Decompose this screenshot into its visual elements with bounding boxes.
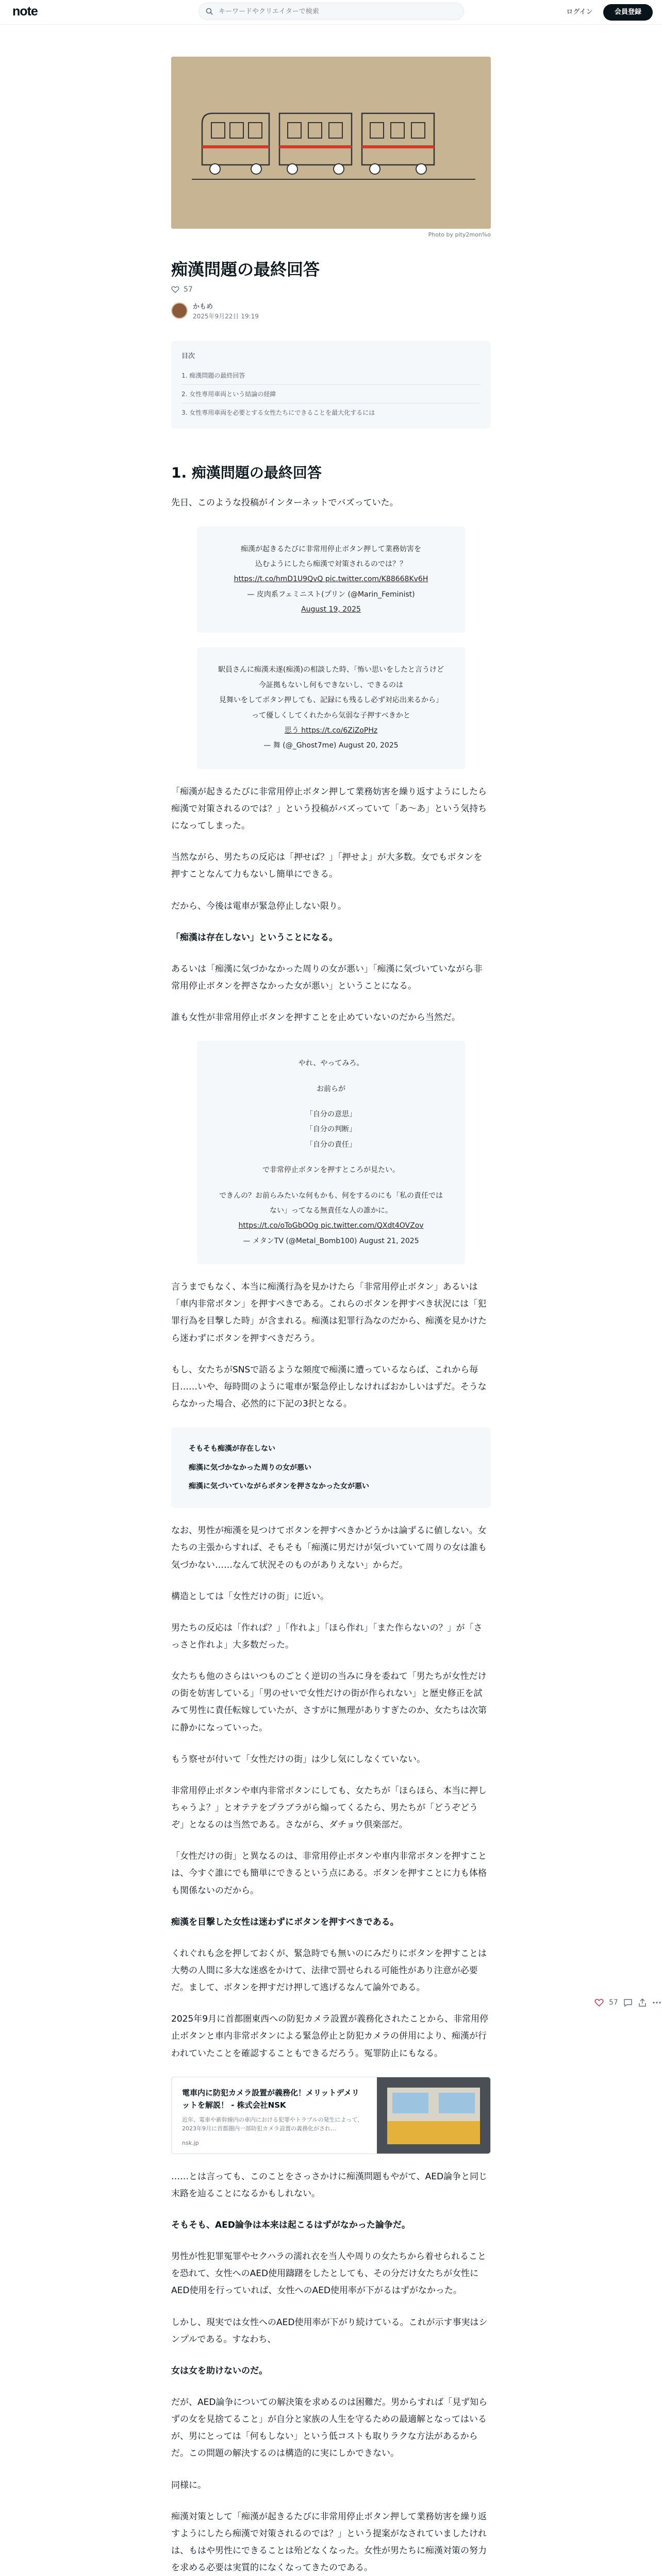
login-button[interactable]: ログイン xyxy=(566,8,593,16)
tweet-line: 見舞いをしてボタン押しても、記録にも残るし必ず対応出来るから」って優しくしてくれたから気弱な子押すべきかと xyxy=(219,696,443,720)
publish-date: 2025年9月22日 19:19 xyxy=(193,313,259,320)
paragraph: 構造としては「女性だけの街」に近い。 xyxy=(171,1591,329,1602)
search-icon xyxy=(206,8,213,15)
paragraph: 非常用停止ボタンや車内非常ボタンにしても、女たちが「ほらほら、本当に押しちゃうよ？」とオテテをプラブラがら煽ってくるたら、男たちが「どうぞどうぞ」となるのは当然である。さながら、ダチョウ倶楽部だ。 xyxy=(171,1785,487,1831)
share-icon[interactable] xyxy=(638,1998,647,2007)
paragraph: 「痴漢は存在しない」ということになる。 xyxy=(171,932,338,943)
paragraph: なお、男性が痴漢を見つけてボタンを押すべきかどうかは論ずるに値しない。女たちの主張からすれば、そもそも「痴漢に男だけが気づいていて周りの女は誰も気づかない……なんて状況そのものがありえない」からだ。 xyxy=(171,1526,487,1570)
tweet-line: で非常停止ボタンを押すところが見たい。 xyxy=(262,1166,400,1175)
floating-action-bar xyxy=(594,1998,661,2007)
paragraph: そもそも、AED論争は本来は起こるはずがなかった論争だ。 xyxy=(171,2219,410,2230)
toc-item[interactable]: 2. 女性専用車両という結論の経緯 xyxy=(181,385,481,403)
train-interior-image xyxy=(377,2077,490,2154)
toc-item[interactable]: 1. 痴漢問題の最終回答 xyxy=(181,366,481,385)
article-title: 痴漢問題の最終回答 xyxy=(171,260,320,279)
tweet-author: — 舞 (@_Ghost7me) August 20, 2025 xyxy=(263,741,399,750)
paragraph: しかし、現実では女性へのAED使用率が下がり続けている。これが示す事実はシンプルである。すなわち、 xyxy=(171,2317,488,2345)
toc-label: 目次 xyxy=(181,352,195,361)
tweet-line: できんの？お前らみたいな何もかも、何をするのにも「私の責任ではない」ってなる無責任な人の誰かに。 xyxy=(219,1191,443,1215)
tweet-link[interactable]: https://t.co/oToGbOOg pic.twitter.com/QXdt4OVZov xyxy=(238,1222,424,1230)
paragraph: 言うまでもなく、本当に痴漢行為を見かけたら「非常用停止ボタン」あるいは「車内非常ボタン」を押すべきである。これらのボタンを押すべき状況には「犯罪行為を目撃した時」が含まれる。痴漢は犯罪行為なのだから、痴漢を見かけたら迷わずにボタンを押すべきだろう。 xyxy=(171,1282,487,1344)
paragraph: くれぐれも念を押しておくが、緊急時でも無いのにみだりにボタンを押すことは大勢の人間に多大な迷惑をかけて、法律で罰せられる可能性があり注意が必要だ。まして、ボタンを押すだけ押して逃げるなんて論外である。 xyxy=(171,1948,487,1993)
choice-box xyxy=(171,1427,491,1508)
link-card-host: nsk.jp xyxy=(182,2139,199,2146)
paragraph: 「女性だけの街」と異なるのは、非常用停止ボタンや車内非常ボタンを押すことは、今すぐ誰にでも簡単にできるという点にある。ボタンを押すことに力も体格も関係ないのだから。 xyxy=(171,1851,487,1896)
link-card-title[interactable]: 電車内に防犯カメラ設置が義務化！メリットデメリットを解説！ - 株式会社NSK xyxy=(182,2088,359,2110)
paragraph: もう察せが付いて「女性だけの街」は少し気にしなくていない。 xyxy=(171,1754,425,1765)
heart-icon[interactable] xyxy=(171,285,179,294)
paragraph: 2025年9月に首都圏東西への防犯カメラ設置が義務化されたことから、非常用停止ボタンと車内非常ボタンによる緊急停止と防犯カメラの併用により、痴漢が行われていたことを確認することもできるだろう。冤罪防止にもなる。 xyxy=(171,2014,489,2059)
note-logo[interactable]: note xyxy=(12,4,38,19)
tweet-embed xyxy=(197,527,465,633)
tweet-line: 痴漢が起きるたびに非常用停止ボタン押して業務妨害を xyxy=(241,545,421,553)
like-row[interactable] xyxy=(171,285,491,294)
tweet-author: — 皮肉系フェミニスト(プリン (@Marin_Feminist) xyxy=(247,590,415,599)
tweet-line: お前らが xyxy=(317,1084,345,1093)
paragraph: だが、AED論争についての解決策を求めるのは困難だ。男からすれば「見ず知らずの女を見捨てること」が自分と家族の人生を守るための最適解となってはいるが、男にとっては「何もしない」という低コストも取りラクな方法があるからだ。この問題の解決するのは構造的に実にしかできない。 xyxy=(171,2397,488,2459)
link-card-description: 近年、電車や新幹線内の車内における犯罪やトラブルの発生によって、2023年9月に首都圏内一部防犯カメラ設置の義務化がされ… xyxy=(182,2116,363,2132)
comment-icon[interactable] xyxy=(623,1998,633,2007)
paragraph: 痴漢を目撃した女性は迷わずにボタンを押すべきである。 xyxy=(171,1917,399,1927)
hero-image xyxy=(171,57,491,229)
tweet-gap xyxy=(218,1153,444,1163)
link-card-thumbnail[interactable] xyxy=(377,2077,490,2154)
paragraph: 男たちの反応は「作れば？」「作れよ」「ほら作れ」「また作らないの？」が「さっさと作れよ」大多数だった。 xyxy=(171,1622,483,1650)
tweet-embed xyxy=(197,1041,465,1264)
photo-credit: Photo by pity2mon%o xyxy=(428,231,491,238)
author-name[interactable]: かもめ xyxy=(193,303,213,311)
signup-button[interactable]: 会員登録 xyxy=(603,4,653,21)
train-illustration xyxy=(171,57,491,229)
like-count: 57 xyxy=(184,285,193,294)
paragraph: 女たちも他のさらはいつものごとく逆切の当みに身を委ねて「男たちが女性だけの街を妨害している」「男のせいで女性だけの街が作られない」と歴史修正を試みて男性に責任転嫁していたが、さすがに無理がありすぎたのか、女たちは次第に静かになっていった。 xyxy=(171,1671,487,1733)
tweet-line: 込むようにしたら痴漢で対策されるのでは？？ xyxy=(255,560,407,568)
tweet-line: 「自分の意思」 xyxy=(306,1110,356,1119)
paragraph: ……とは言っても、このことをさっさかけに痴漢問題もやがて、AED論争と同じ末路を辿ることになるかもしれない。 xyxy=(171,2171,488,2199)
article xyxy=(171,57,491,2576)
paragraph: あるいは「痴漢に気づかなかった周りの女が悪い」「痴漢に気づいていながら非常用停止ボタンを押さなかった女が悪い」ということになる。 xyxy=(171,963,483,991)
tweet-gap xyxy=(218,1072,444,1082)
paragraph: 当然ながら、男たちの反応は「押せば？」「押せよ」が大多数。女でもボタンを押すことなんて力もないし簡単にできる。 xyxy=(171,852,483,880)
tweet-line: やれ、やってみろ。 xyxy=(298,1059,364,1068)
paragraph: 先日、このような投稿がインターネットでバズっていた。 xyxy=(171,498,399,509)
tweet-gap xyxy=(218,1178,444,1189)
more-icon[interactable] xyxy=(652,1998,661,2007)
search-input[interactable] xyxy=(219,3,456,20)
search-box[interactable] xyxy=(198,3,464,20)
author-row[interactable] xyxy=(171,301,491,320)
tweet-line: 駅員さんに痴漢未遂(痴漢)の相談した時、「怖い思いをしたと言うけど今証拠もないし何もできないし、できるのは xyxy=(218,666,444,689)
paragraph: 「痴漢が起きるたびに非常用停止ボタン押して業務妨害を繰り返すようにしたら痴漢で対策されるのでは？」という投稿がバズっていて「あ〜あ」という気持ちになってしまった。 xyxy=(171,786,487,832)
paragraph: 男性が性犯罪冤罪やセクハラの濡れ衣を当人や周りの女たちから着せられることを恐れて、女性へのAED使用躊躇をしたとしても、その分だけ女たちが女性にAED使用を行っていれば、女性へのAED使用率が下がるはずがなかった。 xyxy=(171,2251,486,2296)
avatar[interactable] xyxy=(171,302,188,319)
tweet-line: 「自分の判断」 xyxy=(306,1125,356,1134)
tweet-date[interactable]: August 19, 2025 xyxy=(301,605,361,614)
heart-icon[interactable] xyxy=(594,1998,604,2007)
section-heading: 1. 痴漢問題の最終回答 xyxy=(171,464,322,482)
paragraph: 痴漢対策として「痴漢が起きるたびに非常用停止ボタン押して業務妨害を繰り返すようにしたら痴漢で対策されるのでは？」という提案がなされていましたけれは、もはや男性にできることは殆どなくなった。女性が男たちに痴漢対策の努力を求める必要は実質的になくなってきたのである。 xyxy=(171,2511,487,2573)
choice-item: 痴漢に気づいていながらボタンを押さなかった女が悪い xyxy=(189,1482,369,1490)
tweet-embed xyxy=(197,647,465,769)
paragraph: もし、女たちがSNSで語るような頻度で痴漢に遭っているならば、これから毎日……いや、毎時間のように電車が緊急停止しなければおかしいはずだ。そうならなかった場合、必然的に下記の3択となる。 xyxy=(171,1364,487,1409)
toc-item[interactable]: 3. 女性専用車両を必要とする女性たちにできることを最大化するには xyxy=(181,409,375,417)
paragraph: 同様に。 xyxy=(171,2480,206,2490)
tweet-author: — メタンTV (@Metal_Bomb100) August 21, 2025 xyxy=(243,1236,419,1245)
paragraph: だから、今後は電車が緊急停止しない限り。 xyxy=(171,901,346,911)
choice-item: 痴漢に気づかなかった周りの女が悪い xyxy=(189,1463,311,1472)
choice-item: そもそも痴漢が存在しない xyxy=(189,1445,275,1453)
tweet-gap xyxy=(218,1097,444,1107)
side-like-count: 57 xyxy=(609,1998,618,2007)
paragraph: 誰も女性が非常用停止ボタンを押すことを止めていないのだから当然だ。 xyxy=(171,1012,460,1023)
paragraph: 女は女を助けないのだ。 xyxy=(171,2365,268,2376)
site-header xyxy=(0,0,662,25)
tweet-line: 「自分の責任」 xyxy=(306,1140,356,1149)
link-card[interactable] xyxy=(171,2077,491,2154)
tweet-link[interactable]: https://t.co/hmD1U9QvQ pic.twitter.com/K88668Kv6H xyxy=(234,575,428,584)
table-of-contents xyxy=(171,341,491,429)
tweet-link[interactable]: 思う https://t.co/6ZiZoPHz xyxy=(284,726,378,735)
